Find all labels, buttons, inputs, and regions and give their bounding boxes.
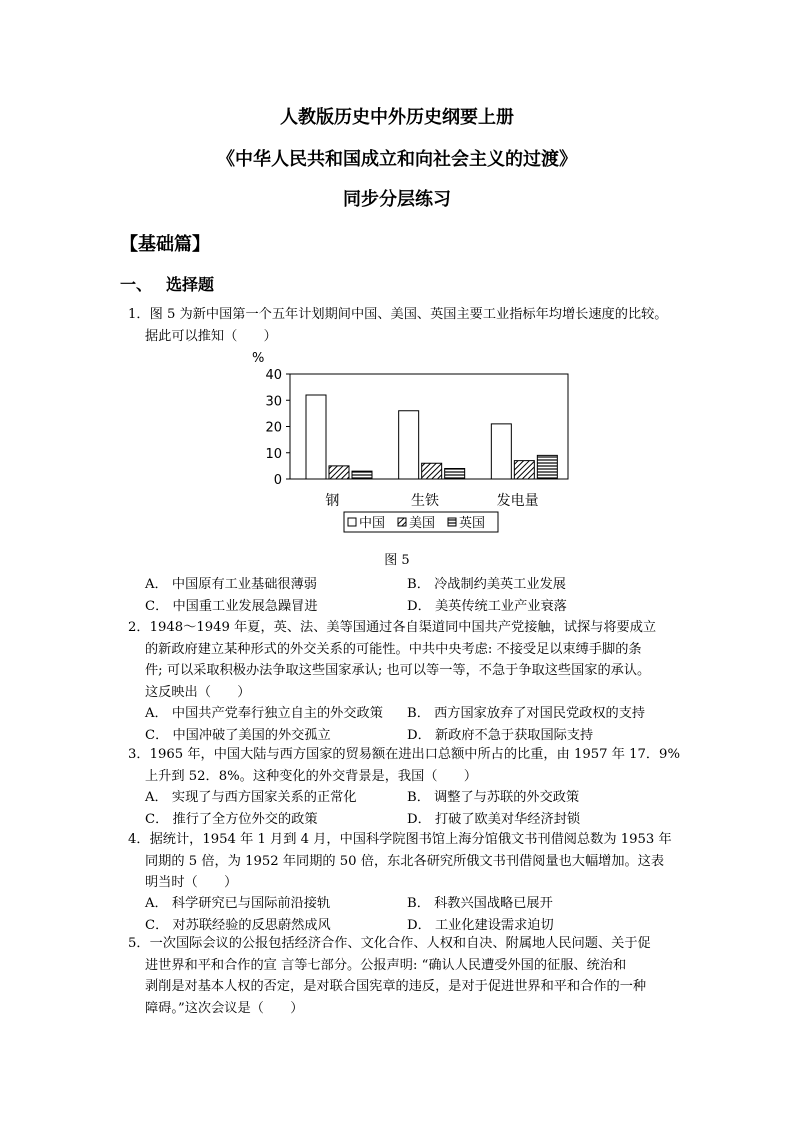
legend-label-美国: 美国 bbox=[409, 516, 436, 531]
bar-英国-生铁 bbox=[445, 469, 465, 480]
question-1-stem-line2: 据此可以推知（ ） bbox=[145, 328, 277, 344]
figure-caption: 图 5 bbox=[384, 553, 410, 568]
doc-title-line3: 同步分层练习 bbox=[343, 189, 451, 210]
y-axis-unit-label: % bbox=[252, 351, 265, 366]
question-4-option-a[interactable]: A． 科学研究已与国际前沿接轨 bbox=[145, 896, 331, 911]
doc-title-line1: 人教版历史中外历史纲要上册 bbox=[280, 107, 514, 128]
question-3 bbox=[128, 744, 688, 787]
question-5-stem-line1: 5．一次国际会议的公报包括经济合作、文化合作、人权和自决、附属地人民问题、关于促 bbox=[128, 936, 651, 951]
question-4-options bbox=[145, 893, 685, 936]
question-4-stem-line1: 4．据统计，1954 年 1 月到 4 月，中国科学院图书馆上海分馆俄文书刊借阅总数为 1953 年 bbox=[128, 832, 672, 847]
question-4-option-b[interactable]: B． 科教兴国战略已展开 bbox=[407, 896, 553, 911]
x-tick-label-钢: 钢 bbox=[325, 493, 340, 509]
question-1-option-b[interactable]: B． 冷战制约美英工业发展 bbox=[407, 577, 566, 592]
question-1-option-c[interactable]: C． 中国重工业发展急躁冒进 bbox=[145, 598, 318, 614]
bar-中国-钢 bbox=[306, 395, 326, 479]
question-3-option-c[interactable]: C． 推行了全方位外交的政策 bbox=[145, 811, 318, 827]
question-4-option-d[interactable]: D． 工业化建设需求迫切 bbox=[407, 917, 554, 933]
question-5-stem-line3: 剥削是对基本人权的否定，是对联合国宪章的违反，是对于促进世界和平和合作的一种 bbox=[145, 979, 647, 994]
y-tick-label-20: 20 bbox=[265, 420, 282, 436]
y-tick-label-0: 0 bbox=[273, 473, 282, 488]
legend-label-英国: 英国 bbox=[459, 516, 486, 531]
question-2-option-a[interactable]: A． 中国共产党奉行独立自主的外交政策 bbox=[145, 706, 383, 721]
question-5-stem-line2: 进世界和平和合作的宣 言等七部分。公报声明: “确认人民遭受外国的征服、统治和 bbox=[145, 957, 627, 973]
question-3-stem-line2: 上升到 52．8%。这种变化的外交背景是，我国（ ） bbox=[145, 768, 478, 784]
section-heading: 【基础篇】 bbox=[120, 234, 210, 255]
question-4-stem-line3: 明当时（ ） bbox=[145, 875, 238, 890]
question-2-stem-line2: 的新政府建立某种形式的外交关系的可能性。中共中央考虑: 不接受足以束缚手脚的条 bbox=[145, 641, 642, 657]
question-2-option-c[interactable]: C． 中国冲破了美国的外交孤立 bbox=[145, 727, 331, 743]
question-5-stem-line4: 障碍。”这次会议是（ ） bbox=[145, 1000, 304, 1016]
bar-英国-发电量 bbox=[537, 455, 557, 479]
question-2-stem-line3: 件; 可以采取积极办法争取这些国家承认; 也可以等一等，不急于争取这些国家的承认。 bbox=[145, 663, 651, 678]
question-2-stem-line4: 这反映出（ ） bbox=[145, 684, 251, 700]
question-2-option-d[interactable]: D． 新政府不急于获取国际支持 bbox=[407, 727, 594, 743]
question-3-option-b[interactable]: B． 调整了与苏联的外交政策 bbox=[407, 790, 580, 805]
question-2-option-b[interactable]: B． 西方国家放弃了对国民党政权的支持 bbox=[407, 706, 646, 721]
question-2 bbox=[128, 617, 688, 703]
legend-swatch-中国 bbox=[348, 518, 356, 526]
question-1-options bbox=[145, 574, 685, 617]
bar-中国-生铁 bbox=[399, 411, 419, 479]
legend-swatch-美国 bbox=[398, 518, 406, 526]
question-2-stem-line1: 2．1948～1949 年夏，英、法、美等国通过各自渠道同中国共产党接触，试探与将要成立 bbox=[128, 620, 657, 635]
question-3-stem-line1: 3．1965 年，中国大陆与西方国家的贸易额在进出口总额中所占的比重，由 1957 年 17．9% bbox=[128, 747, 680, 762]
subsection-label: 选择题 bbox=[166, 275, 215, 294]
y-tick-label-30: 30 bbox=[265, 394, 282, 410]
question-3-option-a[interactable]: A． 实现了与西方国家关系的正常化 bbox=[145, 790, 357, 805]
bar-美国-生铁 bbox=[422, 463, 442, 479]
bar-美国-发电量 bbox=[514, 461, 534, 479]
subsection-number: 一、 bbox=[120, 275, 153, 294]
question-4-option-c[interactable]: C． 对苏联经验的反思蔚然成风 bbox=[145, 917, 331, 933]
y-tick-label-10: 10 bbox=[265, 446, 282, 462]
question-3-option-d[interactable]: D． 打破了欧美对华经济封锁 bbox=[407, 811, 581, 827]
legend-swatch-英国 bbox=[448, 518, 456, 526]
question-1 bbox=[128, 304, 688, 347]
bar-美国-钢 bbox=[329, 466, 349, 479]
question-4-stem-line2: 同期的 5 倍，为 1952 年同期的 50 倍，东北各研究所俄文书刊借阅量也大幅增加。这表 bbox=[145, 853, 665, 869]
y-tick-label-40: 40 bbox=[265, 368, 282, 383]
question-1-option-a[interactable]: A． 中国原有工业基础很薄弱 bbox=[145, 577, 317, 592]
bar-英国-钢 bbox=[352, 471, 372, 479]
bar-中国-发电量 bbox=[491, 424, 511, 479]
question-1-option-d[interactable]: D． 美英传统工业产业衰落 bbox=[407, 598, 567, 614]
doc-title-line2: 《中华人民共和国成立和向社会主义的过渡》 bbox=[217, 149, 577, 170]
question-5 bbox=[128, 933, 688, 1019]
question-4 bbox=[128, 829, 688, 894]
x-tick-label-发电量: 发电量 bbox=[496, 493, 539, 509]
question-3-options bbox=[145, 787, 685, 830]
figure-5-chart bbox=[240, 342, 570, 542]
question-2-options bbox=[145, 703, 685, 746]
x-tick-label-生铁: 生铁 bbox=[411, 493, 439, 509]
legend-label-中国: 中国 bbox=[359, 516, 386, 531]
bar-chart-svg bbox=[240, 342, 570, 542]
question-1-stem-line1: 1．图 5 为新中国第一个五年计划期间中国、美国、英国主要工业指标年均增长速度的比较。 bbox=[128, 307, 668, 322]
subsection-heading bbox=[120, 272, 214, 295]
